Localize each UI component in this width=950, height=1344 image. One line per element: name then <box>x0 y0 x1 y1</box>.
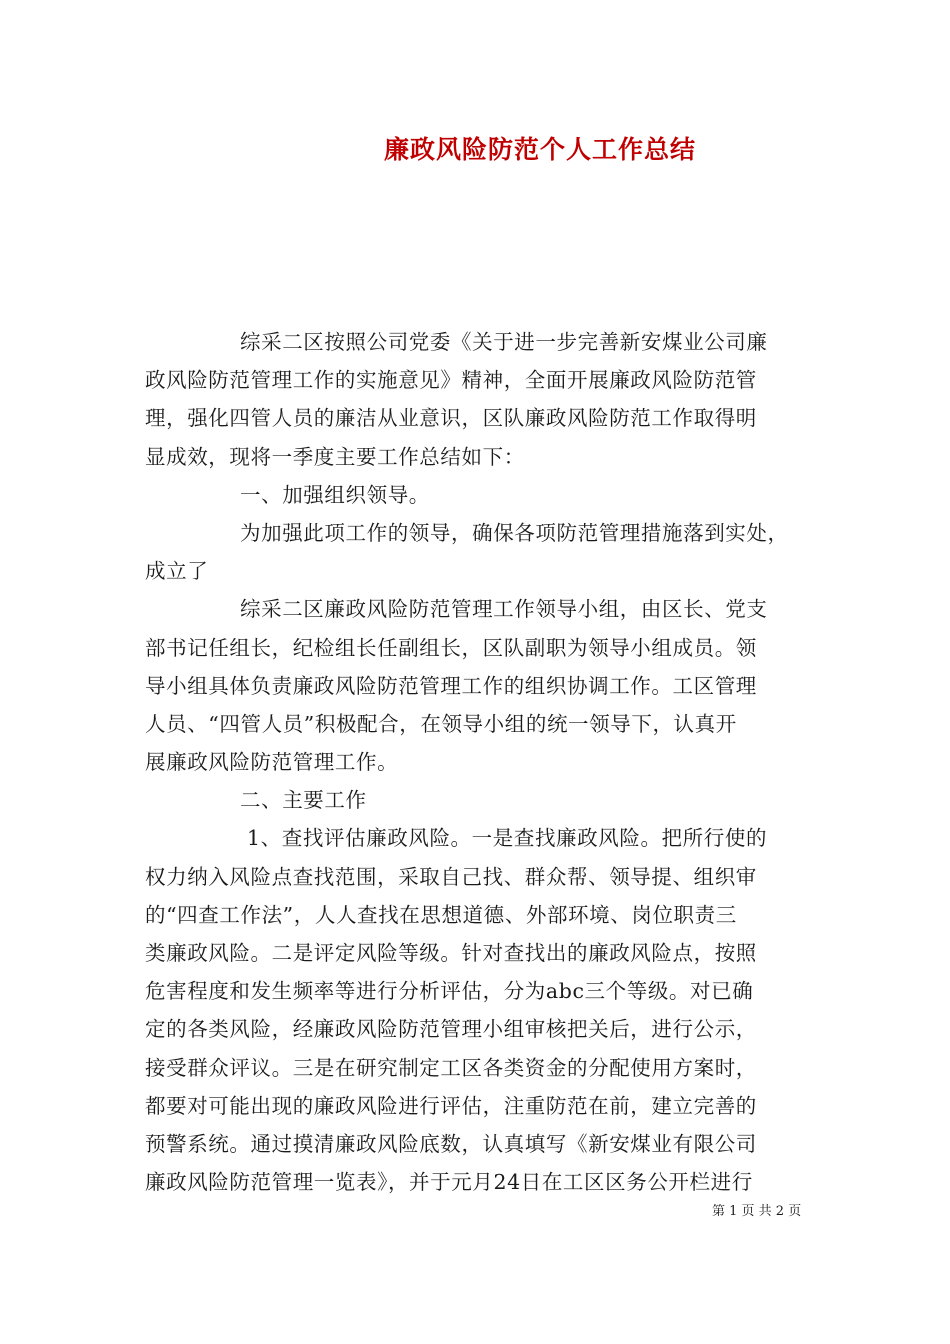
document-title: 廉政风险防范个人工作总结 <box>383 135 696 164</box>
document-body <box>145 323 808 1201</box>
paragraph-line: 的“四查工作法”，人人查找在思想道德、外部环境、岗位职责三 <box>145 902 737 927</box>
paragraph-line: 接受群众评议。三是在研究制定工区各类资金的分配使用方案时， <box>145 1055 757 1080</box>
paragraph-line: 定的各类风险，经廉政风险防范管理小组审核把关后，进行公示， <box>145 1017 757 1042</box>
paragraph-line: 显成效，现将一季度主要工作总结如下： <box>145 444 525 469</box>
paragraph-line: 政风险防范管理工作的实施意见》精神，全面开展廉政风险防范管 <box>145 368 757 393</box>
paragraph-line: 预警系统。通过摸清廉政风险底数，认真填写《新安煤业有限公司 <box>145 1131 757 1156</box>
paragraph-line: 展廉政风险防范管理工作。 <box>145 750 399 775</box>
section-heading: 二、主要工作 <box>240 788 367 813</box>
page-number: 第 1 页 共 2 页 <box>712 1204 802 1219</box>
paragraph-line: 廉政风险防范管理一览表》，并于元月24日在工区区务公开栏进行 <box>145 1170 753 1195</box>
paragraph-line: 部书记任组长，纪检组长任副组长，区队副职为领导小组成员。领 <box>145 635 757 660</box>
paragraph-line: 综采二区廉政风险防范管理工作领导小组，由区长、党支 <box>240 597 768 622</box>
paragraph-line: 为加强此项工作的领导，确保各项防范管理措施落到实处， <box>240 520 789 545</box>
paragraph-line: 1、查找评估廉政风险。一是查找廉政风险。把所行使的 <box>247 826 768 851</box>
paragraph-line: 导小组具体负责廉政风险防范管理工作的组织协调工作。工区管理 <box>145 673 757 698</box>
paragraph-line: 危害程度和发生频率等进行分析评估，分为abc三个等级。对已确 <box>145 979 754 1004</box>
paragraph-line: 成立了 <box>145 559 209 584</box>
paragraph-line: 人员、“四管人员”积极配合，在领导小组的统一领导下，认真开 <box>145 711 737 736</box>
section-heading: 一、加强组织领导。 <box>240 482 430 507</box>
paragraph-line: 综采二区按照公司党委《关于进一步完善新安煤业公司廉 <box>240 330 768 354</box>
paragraph-line: 类廉政风险。二是评定风险等级。针对查找出的廉政风险点，按照 <box>145 941 757 965</box>
paragraph-line: 都要对可能出现的廉政风险进行评估，注重防范在前，建立完善的 <box>145 1093 757 1118</box>
paragraph-line: 理，强化四管人员的廉洁从业意识，区队廉政风险防范工作取得明 <box>145 406 757 431</box>
paragraph-line: 权力纳入风险点查找范围，采取自己找、群众帮、领导提、组织审 <box>145 864 757 889</box>
